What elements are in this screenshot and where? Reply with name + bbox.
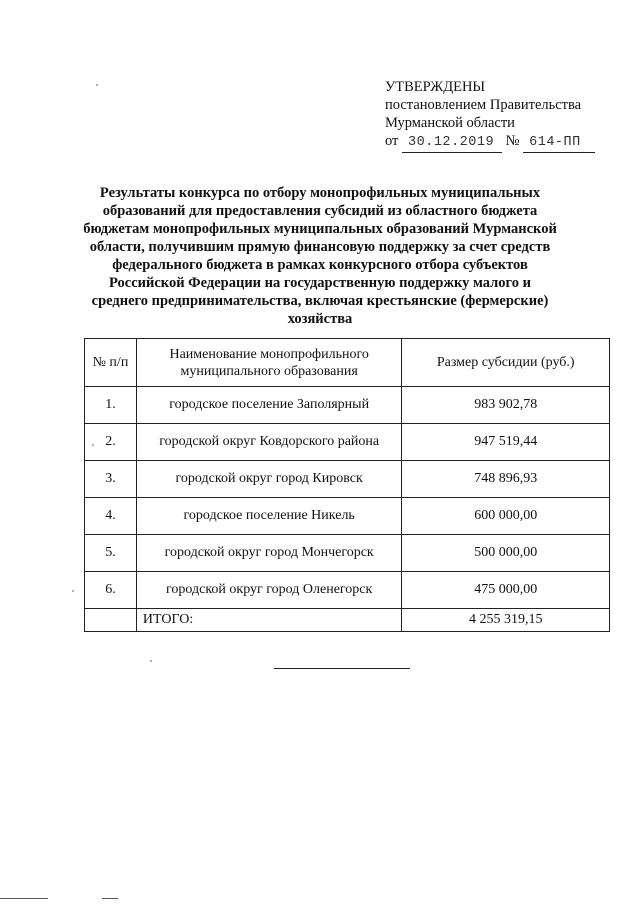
total-empty-cell: [85, 609, 137, 632]
total-amount: 4 255 319,15: [402, 609, 610, 632]
row-amount: 983 902,78: [402, 387, 610, 424]
number-prefix: №: [505, 133, 520, 149]
table-row: [85, 535, 610, 572]
approval-block: [385, 78, 625, 153]
row-name: городской округ город Кировск: [136, 461, 402, 498]
row-number: 6.: [85, 572, 137, 609]
table-row: [85, 461, 610, 498]
row-amount: 475 000,00: [402, 572, 610, 609]
approval-heading: УТВЕРЖДЕНЫ: [385, 79, 486, 95]
table-row: [85, 572, 610, 609]
row-number: 3.: [85, 461, 137, 498]
table-row: [85, 387, 610, 424]
total-row: [85, 609, 610, 632]
row-name: городской округ город Мончегорск: [136, 535, 402, 572]
end-divider: [274, 668, 410, 669]
row-name: городской округ Ковдорского района: [136, 424, 402, 461]
approval-line-2: Мурманской области: [385, 115, 515, 131]
table-header-row: [85, 339, 610, 387]
scan-speck: [92, 444, 94, 446]
row-amount: 947 519,44: [402, 424, 610, 461]
row-amount: 500 000,00: [402, 535, 610, 572]
header-name: Наименование монопрофильного муниципального образования: [136, 339, 402, 387]
results-table: [84, 338, 610, 632]
row-name: городской округ город Оленегорск: [136, 572, 402, 609]
row-name: городское поселение Никель: [136, 498, 402, 535]
approval-date-line: [385, 132, 625, 153]
scan-edge-line: [102, 898, 118, 899]
scan-edge-line: [0, 898, 48, 899]
approval-number: 614-ПП: [523, 134, 595, 153]
header-number: № п/п: [85, 339, 137, 387]
total-label: ИТОГО:: [136, 609, 402, 632]
table-row: [85, 498, 610, 535]
scan-speck: [96, 84, 98, 86]
table-row: [85, 424, 610, 461]
row-number: 4.: [85, 498, 137, 535]
row-number: 5.: [85, 535, 137, 572]
approval-line-1: постановлением Правительства: [385, 97, 582, 113]
approval-date: 30.12.2019: [402, 134, 502, 153]
scan-speck: [150, 660, 152, 662]
date-prefix: от: [385, 133, 399, 149]
row-name: городское поселение Заполярный: [136, 387, 402, 424]
row-number: 2.: [85, 424, 137, 461]
row-amount: 748 896,93: [402, 461, 610, 498]
row-amount: 600 000,00: [402, 498, 610, 535]
scan-speck: [72, 590, 74, 592]
header-amount: Размер субсидии (руб.): [402, 339, 610, 387]
document-title: Результаты конкурса по отбору монопрофильных муниципальных образований для предоставления субсидий из областного бюджета бюджетам монопрофильных муниципальных образований Мурманской области, получившим прямую финансовую поддержку за счет средств федерального бюджета в рамках конкурсного отбора субъектов Российской Федерации на государственную поддержку малого и среднего предпринимательства, включая крестьянские (фермерские) хозяйства: [83, 185, 557, 327]
row-number: 1.: [85, 387, 137, 424]
